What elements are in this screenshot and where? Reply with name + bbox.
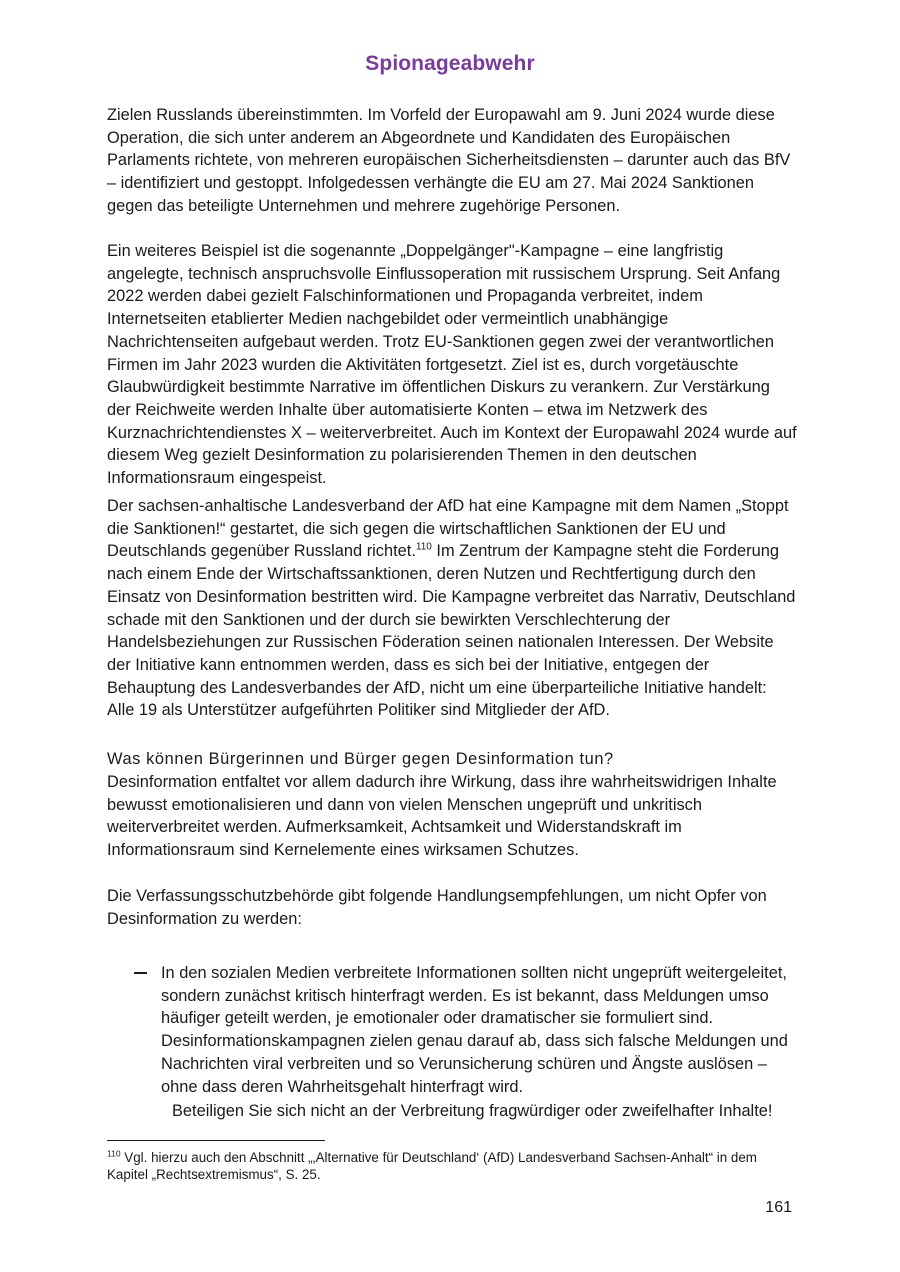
bullet-item-text: In den sozialen Medien verbreitete Informationen sollten nicht ungeprüft weitergeleitet, sondern zunächst kritisch hinterfragt werden. Es ist bekannt, dass Meldungen umso häufiger geteilt werden, je emotionaler oder dramatischer sie formuliert sind. Desinformationskampagnen zielen genau darauf ab, dass sich falsche Meldungen und Nachrichten viral verbreiten und so Verunsicherung schüren und Ängste auslösen – ohne dass deren Wahrheitsgehalt hinterfragt wird. [161,964,788,1096]
running-header-title: Spionageabwehr [365,52,535,75]
paragraph-5: Die Verfassungsschutzbehörde gibt folgende Handlungsempfehlungen, um nicht Opfer von Desinformation zu werden: [107,887,767,928]
paragraph-3 [107,495,797,722]
dash-bullet-icon [134,972,147,974]
page-number: 161 [765,1199,792,1216]
paragraph-3-after: Im Zentrum der Kampagne steht die Forderung nach einem Ende der Wirtschaftssanktionen, deren Nutzen und Rechtfertigung durch den Einsatz von Desinformation bestritten wird. Die Kampagne verbreitet das Narrativ, Deutschland schade mit den Sanktionen und der durch sie bewirkten Verschlechterung der Handelsbeziehungen zur Russischen Föderation seinen nationalen Interessen. Der Website der Initiative kann entnommen werden, dass es sich bei der Initiative, entgegen der Behauptung des Landesverbandes der AfD, nicht um eine überparteiliche Initiative handelt: Alle 19 als Unterstützer aufgeführten Politiker sind Mitglieder der AfD. [107,542,796,720]
footnote-reference: 110 [415,541,432,553]
paragraph-2: Ein weiteres Beispiel ist die sogenannte „Doppelgänger"-Kampagne – eine langfristig angelegte, technisch anspruchsvolle Einflussoperation mit russischem Ursprung. Seit Anfang 2022 werden dabei gezielt Falschinformationen und Propaganda verbreitet, indem Internetseiten etablierter Medien nachgebildet oder vermeintlich unabhängige Nachrichtenseiten aufgebaut werden. Trotz EU-Sanktionen gegen zwei der verantwortlichen Firmen im Jahr 2023 wurden die Aktivitäten fortgesetzt. Ziel ist es, durch vorgetäuschte Glaubwürdigkeit bestimmte Narrative im öffentlichen Diskurs zu verankern. Zur Verstärkung der Reichweite werden Inhalte über automatisierte Konten – etwa im Netzwerk des Kurznachrichtendienstes X – weiterverbreitet. Auch im Kontext der Europawahl 2024 wurde auf diesem Weg gezielt Desinformation zu polarisierenden Themen in den deutschen Informationsraum eingespeist. [107,242,797,488]
paragraph-1: Zielen Russlands übereinstimmten. Im Vorfeld der Europawahl am 9. Juni 2024 wurde diese Operation, die sich unter anderem an Abgeordnete und Kandidaten des Europäischen Parlaments richtete, von mehreren europäischen Sicherheitsdiensten – darunter auch das BfV – identifiziert und gestoppt. Infolgedessen verhängte die EU am 27. Mai 2024 Sanktionen gegen das beteiligte Unternehmen und mehrere zugehörige Personen. [107,106,791,215]
footnote-number: 110 [107,1148,121,1159]
bullet-item-note: Beteiligen Sie sich nicht an der Verbreitung fragwürdiger oder zweifelhafter Inhalte! [172,1102,773,1120]
section-subheading: Was können Bürgerinnen und Bürger gegen Desinformation tun? [107,750,614,768]
footnote [107,1149,797,1183]
footnote-text: Vgl. hierzu auch den Abschnitt „‚Alternative für Deutschland‘ (AfD) Landesverband Sachsen-Anhalt“ in dem Kapitel „Rechtsextremismus“, S. 25. [107,1150,757,1182]
paragraph-4: Desinformation entfaltet vor allem dadurch ihre Wirkung, dass ihre wahrheitswidrigen Inhalte bewusst emotionalisieren und dann von vielen Menschen ungeprüft und unkritisch weiterverbreitet werden. Aufmerksamkeit, Achtsamkeit und Widerstandskraft im Informationsraum sind Kernelemente eines wirksamen Schutzes. [107,773,777,860]
paragraph-3-before: Der sachsen-anhaltische Landesverband der AfD hat eine Kampagne mit dem Namen „Stoppt die Sanktionen!“ gestartet, die sich gegen die wirtschaftlichen Sanktionen der EU und Deutschlands gegenüber Russland richtet. [107,497,789,561]
footnote-divider [107,1140,325,1141]
